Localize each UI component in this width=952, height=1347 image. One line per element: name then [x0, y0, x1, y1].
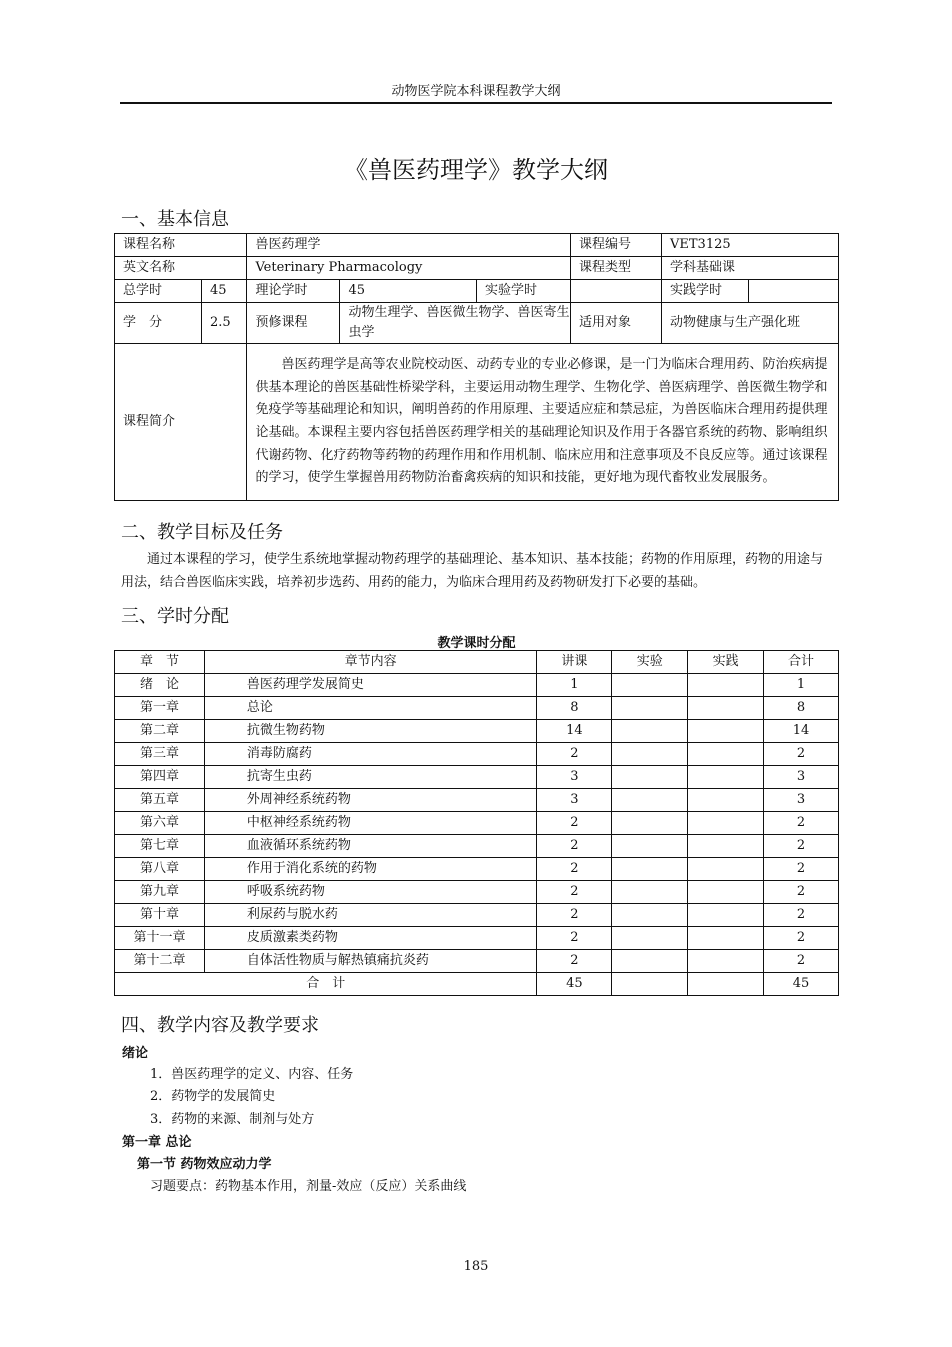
total-cell: 8	[764, 697, 839, 720]
list-item: 2．药物学的发展简史	[150, 1089, 276, 1104]
section-hours-heading: 三、学时分配	[121, 606, 229, 627]
running-header: 动物医学院本科课程教学大纲	[391, 84, 561, 99]
content-cell: 兽医药理学发展简史	[204, 674, 537, 697]
lecture-cell: 8	[537, 697, 612, 720]
lecture-cell: 2	[537, 881, 612, 904]
chapter-cell: 第三章	[115, 743, 205, 766]
audience-label: 适用对象	[571, 303, 662, 344]
column-header: 实验	[612, 651, 688, 674]
table-row	[115, 697, 839, 720]
total-hours-label: 总学时	[115, 280, 202, 303]
lab-cell	[612, 743, 688, 766]
total-row-label: 合 计	[115, 973, 537, 996]
practice-cell	[688, 766, 764, 789]
total-row	[115, 973, 839, 996]
course-name-label: 课程名称	[115, 234, 247, 257]
chapter1-subheading: 第一章 总论	[122, 1135, 192, 1150]
lecture-cell: 3	[537, 789, 612, 812]
content-cell: 利尿药与脱水药	[204, 904, 537, 927]
lab-cell	[612, 720, 688, 743]
table-row	[115, 927, 839, 950]
practice-cell	[688, 674, 764, 697]
lab-cell	[612, 858, 688, 881]
content-cell: 呼吸系统药物	[204, 881, 537, 904]
content-cell: 皮质激素类药物	[204, 927, 537, 950]
table-row	[115, 674, 839, 697]
practice-hours-label: 实践学时	[662, 280, 749, 303]
course-code-value: VET3125	[662, 234, 839, 257]
total-cell: 14	[764, 720, 839, 743]
chapter-cell: 第十一章	[115, 927, 205, 950]
section-goals-heading: 二、教学目标及任务	[121, 522, 283, 543]
table-row	[115, 720, 839, 743]
content-cell: 总论	[204, 697, 537, 720]
column-header: 章 节	[115, 651, 205, 674]
course-intro-label: 课程简介	[115, 344, 247, 501]
table-row	[115, 743, 839, 766]
practice-cell	[688, 858, 764, 881]
lab-hours-label: 实验学时	[476, 280, 570, 303]
chapter-cell: 第二章	[115, 720, 205, 743]
prerequisite-label: 预修课程	[247, 303, 340, 344]
total-cell: 2	[764, 858, 839, 881]
course-type-value: 学科基础课	[662, 257, 839, 280]
table-row	[115, 858, 839, 881]
course-intro-text: 兽医药理学是高等农业院校动医、动药专业的专业必修课，是一门为临床合理用药、防治疾病提供基本理论的兽医基础性桥梁学科，主要运用动物生理学、生物化学、兽医病理学、兽医微生物学和免疫学等基础理论和知识，阐明兽药的作用原理、主要适应症和禁忌症，为兽医临床合理用药提供理论基础。本课程主要内容包括兽医药理学相关的基础理论知识及作用于各器官系统的药物、影响组织代谢药物、化疗药物等药物的药理作用和作用机制、临床应用和注意事项及不良反应等。通过该课程的学习，使学生掌握兽用药物防治畜禽疾病的知识和技能，更好地为现代畜牧业发展服务。	[247, 344, 839, 501]
lab-cell	[612, 927, 688, 950]
lecture-cell: 2	[537, 858, 612, 881]
section1-subheading: 第一节 药物效应动力学	[137, 1157, 272, 1172]
content-cell: 抗寄生虫药	[204, 766, 537, 789]
list-item: 3．药物的来源、制剂与处方	[150, 1112, 315, 1127]
content-cell: 自体活性物质与解热镇痛抗炎药	[204, 950, 537, 973]
practice-hours-value	[748, 280, 838, 303]
table-row	[115, 766, 839, 789]
lab-hours-value	[571, 280, 662, 303]
content-cell: 作用于消化系统的药物	[204, 858, 537, 881]
content-cell: 消毒防腐药	[204, 743, 537, 766]
credits-label: 学 分	[115, 303, 202, 344]
content-cell: 外周神经系统药物	[204, 789, 537, 812]
section-content-heading: 四、教学内容及教学要求	[121, 1015, 319, 1036]
table-row	[115, 904, 839, 927]
intro-subheading: 绪论	[122, 1046, 149, 1061]
lab-cell	[612, 766, 688, 789]
theory-hours-value: 45	[340, 280, 477, 303]
content-cell: 抗微生物药物	[204, 720, 537, 743]
grand-total-cell: 45	[764, 973, 839, 996]
total-cell: 2	[764, 812, 839, 835]
table-row	[115, 950, 839, 973]
chapter-cell: 第一章	[115, 697, 205, 720]
lecture-cell: 1	[537, 674, 612, 697]
hours-table	[114, 650, 839, 996]
credits-value: 2.5	[201, 303, 247, 344]
column-header: 合计	[764, 651, 839, 674]
total-cell: 3	[764, 789, 839, 812]
chapter-cell: 第六章	[115, 812, 205, 835]
total-cell: 1	[764, 674, 839, 697]
practice-cell	[688, 812, 764, 835]
practice-cell	[688, 697, 764, 720]
total-cell: 3	[764, 766, 839, 789]
chapter-cell: 第八章	[115, 858, 205, 881]
content-cell: 中枢神经系统药物	[204, 812, 537, 835]
practice-cell	[688, 720, 764, 743]
exercise-points: 习题要点：药物基本作用，剂量-效应（反应）关系曲线	[150, 1179, 467, 1194]
prerequisite-value: 动物生理学、兽医微生物学、兽医寄生虫学	[340, 303, 571, 344]
course-code-label: 课程编号	[571, 234, 662, 257]
hours-table-header	[115, 651, 839, 674]
column-header: 讲课	[537, 651, 612, 674]
lab-cell	[612, 674, 688, 697]
section-basic-info-heading: 一、基本信息	[121, 209, 229, 230]
practice-cell	[688, 881, 764, 904]
column-header: 实践	[688, 651, 764, 674]
lab-cell	[612, 835, 688, 858]
total-cell: 2	[764, 835, 839, 858]
total-cell: 2	[764, 881, 839, 904]
english-name-value: Veterinary Pharmacology	[247, 257, 571, 280]
lecture-cell: 2	[537, 835, 612, 858]
chapter-cell: 绪 论	[115, 674, 205, 697]
content-cell: 血液循环系统药物	[204, 835, 537, 858]
lecture-cell: 2	[537, 927, 612, 950]
audience-value: 动物健康与生产强化班	[662, 303, 839, 344]
lecture-cell: 2	[537, 812, 612, 835]
total-cell: 2	[764, 904, 839, 927]
lecture-cell: 14	[537, 720, 612, 743]
lab-cell	[612, 789, 688, 812]
course-name-value: 兽医药理学	[247, 234, 571, 257]
practice-cell	[688, 904, 764, 927]
practice-cell	[688, 789, 764, 812]
total-lab-cell	[612, 973, 688, 996]
practice-cell	[688, 835, 764, 858]
list-item: 1．兽医药理学的定义、内容、任务	[150, 1067, 354, 1082]
lab-cell	[612, 812, 688, 835]
goals-paragraph: 通过本课程的学习，使学生系统地掌握动物药理学的基础理论、基本知识、基本技能；药物的作用原理，药物的用途与用法，结合兽医临床实践，培养初步选药、用药的能力，为临床合理用药及药物研发打下必要的基础。	[121, 552, 824, 590]
lab-cell	[612, 697, 688, 720]
chapter-cell: 第五章	[115, 789, 205, 812]
lecture-cell: 2	[537, 904, 612, 927]
total-cell: 2	[764, 950, 839, 973]
lecture-cell: 3	[537, 766, 612, 789]
table-row	[115, 881, 839, 904]
chapter-cell: 第九章	[115, 881, 205, 904]
document-title: 《兽医药理学》教学大纲	[344, 156, 608, 184]
chapter-cell: 第十二章	[115, 950, 205, 973]
hours-table-caption: 教学课时分配	[437, 636, 516, 651]
lab-cell	[612, 881, 688, 904]
practice-cell	[688, 743, 764, 766]
total-lecture-cell: 45	[537, 973, 612, 996]
practice-cell	[688, 950, 764, 973]
lecture-cell: 2	[537, 950, 612, 973]
basic-info-table	[114, 233, 839, 501]
lab-cell	[612, 904, 688, 927]
table-row	[115, 789, 839, 812]
total-cell: 2	[764, 743, 839, 766]
total-hours-value: 45	[201, 280, 247, 303]
column-header: 章节内容	[204, 651, 537, 674]
course-type-label: 课程类型	[571, 257, 662, 280]
chapter-cell: 第四章	[115, 766, 205, 789]
theory-hours-label: 理论学时	[247, 280, 340, 303]
chapter-cell: 第十章	[115, 904, 205, 927]
lab-cell	[612, 950, 688, 973]
table-row	[115, 835, 839, 858]
chapter-cell: 第七章	[115, 835, 205, 858]
total-practice-cell	[688, 973, 764, 996]
header-rule	[120, 102, 832, 104]
total-cell: 2	[764, 927, 839, 950]
english-name-label: 英文名称	[115, 257, 247, 280]
lecture-cell: 2	[537, 743, 612, 766]
page-number: 185	[463, 1259, 489, 1274]
practice-cell	[688, 927, 764, 950]
table-row	[115, 812, 839, 835]
